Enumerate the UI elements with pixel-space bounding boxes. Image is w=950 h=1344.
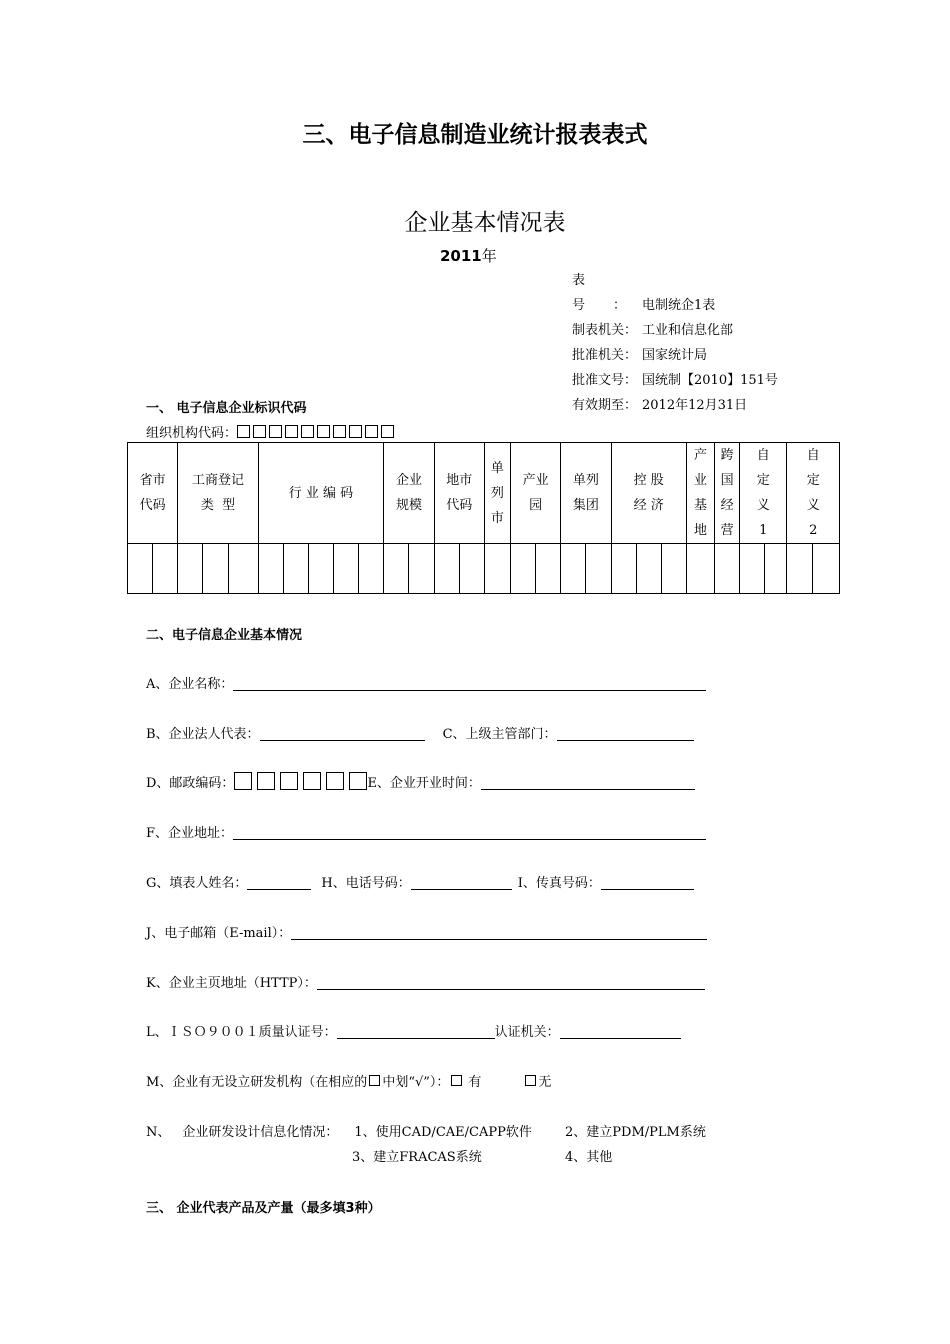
field-row-j (146, 922, 707, 941)
code-box[interactable] (237, 425, 250, 438)
field-label-rd-institution: M、企业有无设立研发机构（在相应的 (146, 1075, 368, 1090)
page-title: 三、电子信息制造业统计报表表式 (302, 122, 648, 148)
header-line: 控 股 (633, 473, 664, 488)
header-custom-2 (787, 443, 840, 544)
input-cell[interactable] (484, 544, 510, 594)
phone-field[interactable] (411, 875, 512, 890)
input-cell[interactable] (536, 544, 561, 594)
input-cell[interactable] (334, 544, 359, 594)
input-cell[interactable] (686, 544, 714, 594)
section2-title: 二、电子信息企业基本情况 (146, 628, 303, 643)
header-line: 经 (720, 498, 734, 513)
rd-yes-label: 有 (468, 1075, 482, 1090)
field-row-k (146, 972, 705, 991)
header-line: 代码 (139, 498, 166, 513)
header-line: 园 (529, 498, 543, 513)
postcode-box[interactable] (303, 772, 321, 790)
input-cell[interactable] (178, 544, 203, 594)
meta-value: 2012年12月31日 (642, 398, 748, 413)
input-cell[interactable] (586, 544, 611, 594)
input-cell[interactable] (740, 544, 765, 594)
code-box[interactable] (349, 425, 362, 438)
fax-field[interactable] (601, 875, 694, 890)
header-city-code (434, 443, 484, 544)
input-cell[interactable] (359, 544, 384, 594)
postcode-box[interactable] (326, 772, 344, 790)
header-line: 自 (756, 448, 770, 463)
header-line: 自 (806, 448, 820, 463)
field-label-legal-rep: B、企业法人代表： (146, 727, 260, 742)
header-separate-city (484, 443, 510, 544)
field-label-company-name: A、企业名称： (146, 677, 234, 692)
meta-key: 批准文号： (572, 373, 638, 388)
header-line: 定 (756, 473, 770, 488)
section3-title: 三、 企业代表产品及产量（最多填3种） (146, 1201, 381, 1216)
header-holding-economy (611, 443, 686, 544)
postcode-box[interactable] (349, 772, 367, 790)
field-label-filler-name: G、填表人姓名： (146, 876, 248, 891)
section1-title: 一、 电子信息企业标识代码 (146, 401, 307, 416)
filler-name-field[interactable] (247, 875, 311, 890)
header-line: 地市 (446, 473, 473, 488)
header-line: 集团 (572, 498, 599, 513)
address-field[interactable] (233, 825, 706, 840)
company-name-field[interactable] (233, 676, 706, 691)
code-box[interactable] (253, 425, 266, 438)
field-label-fax: I、传真号码： (517, 876, 601, 891)
header-industry-base (686, 443, 714, 544)
postcode-box[interactable] (257, 772, 275, 790)
code-box[interactable] (365, 425, 378, 438)
cert-body-field[interactable] (560, 1024, 681, 1039)
input-cell[interactable] (812, 544, 839, 594)
org-code-label: 组织机构代码： (146, 426, 238, 441)
field-label-address: F、企业地址： (146, 826, 234, 841)
meta-approver (572, 343, 778, 368)
header-line: 代码 (446, 498, 473, 513)
field-label-rd-it: 企业研发设计信息化情况： (182, 1125, 339, 1140)
meta-key: 有效期至： (572, 398, 638, 413)
field-row-de (146, 772, 695, 791)
field-label-cert-body: 认证机关： (494, 1025, 560, 1040)
header-line: 1 (759, 523, 768, 538)
postcode-boxes[interactable] (234, 776, 367, 791)
input-cell[interactable] (459, 544, 484, 594)
meta-key: 表号： (572, 273, 655, 313)
input-cell[interactable] (409, 544, 434, 594)
input-cell[interactable] (715, 544, 740, 594)
field-label-n: N、 (146, 1125, 171, 1140)
header-line: 义 (806, 498, 820, 513)
header-line: 产业 (522, 473, 549, 488)
input-cell[interactable] (384, 544, 409, 594)
field-label-homepage: K、企业主页地址（HTTP）： (146, 976, 317, 991)
year-value: 2011 (440, 247, 482, 265)
header-line: 2 (809, 523, 818, 538)
rd-it-option-3[interactable]: 3、建立FRACAS系统 (352, 1150, 482, 1165)
header-line: 单列 (572, 473, 599, 488)
org-code-row (146, 422, 397, 441)
header-line: 义 (756, 498, 770, 513)
field-label-supervisor: C、上级主管部门： (442, 727, 557, 742)
header-line: 跨 (720, 448, 734, 463)
header-enterprise-scale (384, 443, 434, 544)
code-box[interactable] (333, 425, 346, 438)
field-row-a (146, 673, 706, 692)
input-cell[interactable] (611, 544, 636, 594)
input-cell[interactable] (510, 544, 535, 594)
rd-it-option-4[interactable]: 4、其他 (565, 1150, 613, 1165)
header-line: 类 型 (200, 498, 236, 513)
field-label-iso-cert: L、ＩＳＯ９００１质量认证号： (146, 1025, 337, 1040)
meta-issuer (572, 318, 778, 343)
header-separate-group (561, 443, 611, 544)
input-cell[interactable] (787, 544, 812, 594)
field-row-n (146, 1121, 532, 1140)
form-title: 企业基本情况表 (404, 210, 566, 236)
header-business-type (178, 443, 258, 544)
iso-cert-field[interactable] (337, 1024, 495, 1039)
input-cell[interactable] (228, 544, 258, 594)
org-code-boxes[interactable] (237, 426, 397, 441)
header-line: 行 业 编 码 (288, 485, 354, 501)
meta-value: 国家统计局 (642, 348, 708, 363)
header-line: 产 (693, 448, 707, 463)
rd-it-option-2[interactable]: 2、建立PDM/PLM系统 (565, 1125, 706, 1140)
header-line: 企业 (395, 473, 422, 488)
rd-no-checkbox[interactable] (525, 1075, 536, 1086)
meta-value: 国统制【2010】151号 (642, 373, 778, 388)
header-province-code (128, 443, 178, 544)
header-line: 基 (693, 498, 707, 513)
table-header-row (128, 443, 840, 544)
checkbox-icon (369, 1075, 380, 1086)
input-cell[interactable] (128, 544, 153, 594)
header-line: 市 (490, 510, 504, 526)
header-line: 定 (806, 473, 820, 488)
code-box[interactable] (301, 425, 314, 438)
meta-key: 批准机关： (572, 348, 638, 363)
supervisor-field[interactable] (557, 726, 694, 741)
rd-it-option-1[interactable]: 1、使用CAD/CAE/CAPP软件 (354, 1125, 532, 1140)
meta-approval-number (572, 368, 778, 393)
field-row-f (146, 822, 706, 841)
email-field[interactable] (291, 925, 707, 940)
input-cell[interactable] (283, 544, 308, 594)
rd-no-label: 无 (538, 1075, 552, 1090)
meta-value: 电制统企1表 (642, 298, 716, 313)
header-line: 列 (490, 485, 504, 501)
input-cell[interactable] (434, 544, 459, 594)
meta-valid-until (572, 393, 778, 418)
header-industrial-park (510, 443, 560, 544)
field-row-m (146, 1071, 551, 1090)
input-cell[interactable] (258, 544, 283, 594)
homepage-field[interactable] (317, 975, 705, 990)
header-line: 地 (693, 523, 707, 538)
header-line: 国 (720, 473, 734, 488)
field-label-open-date: E、企业开业时间： (367, 776, 481, 791)
legal-rep-field[interactable] (260, 726, 425, 741)
input-cell[interactable] (308, 544, 333, 594)
postcode-box[interactable] (280, 772, 298, 790)
open-date-field[interactable] (481, 775, 695, 790)
rd-yes-checkbox[interactable] (451, 1075, 462, 1086)
meta-value: 工业和信息化部 (642, 323, 734, 338)
field-row-ghi (146, 872, 694, 891)
meta-form-number (572, 268, 778, 318)
header-line: 省市 (139, 473, 166, 488)
input-cell[interactable] (636, 544, 661, 594)
input-cell[interactable] (661, 544, 686, 594)
input-cell[interactable] (153, 544, 178, 594)
header-line: 工商登记 (191, 473, 244, 488)
code-box[interactable] (285, 425, 298, 438)
input-cell[interactable] (765, 544, 787, 594)
postcode-box[interactable] (234, 772, 252, 790)
table-input-row[interactable] (128, 544, 840, 594)
field-label-postcode: D、邮政编码： (146, 776, 235, 791)
header-line: 经 济 (633, 498, 664, 513)
input-cell[interactable] (561, 544, 586, 594)
header-line: 营 (720, 523, 734, 538)
code-box[interactable] (269, 425, 282, 438)
header-line: 规模 (395, 498, 422, 513)
code-box[interactable] (381, 425, 394, 438)
meta-key: 制表机关： (572, 323, 638, 338)
field-label-email: J、电子邮箱（E-mail）： (146, 926, 292, 941)
header-cross-border (715, 443, 740, 544)
field-row-l (146, 1021, 681, 1040)
header-line: 业 (693, 473, 707, 488)
field-label-phone: H、电话号码： (321, 876, 411, 891)
form-meta (572, 268, 778, 418)
year-unit: 年 (481, 247, 497, 265)
field-row-bc (146, 723, 694, 742)
header-line: 单 (490, 460, 504, 476)
input-cell[interactable] (203, 544, 228, 594)
code-box[interactable] (317, 425, 330, 438)
header-industry-code (258, 443, 384, 544)
report-year (440, 245, 497, 266)
field-label-rd-instruction: 中划“√”）： (382, 1075, 450, 1090)
identifier-code-table (127, 442, 840, 594)
header-custom-1 (740, 443, 787, 544)
